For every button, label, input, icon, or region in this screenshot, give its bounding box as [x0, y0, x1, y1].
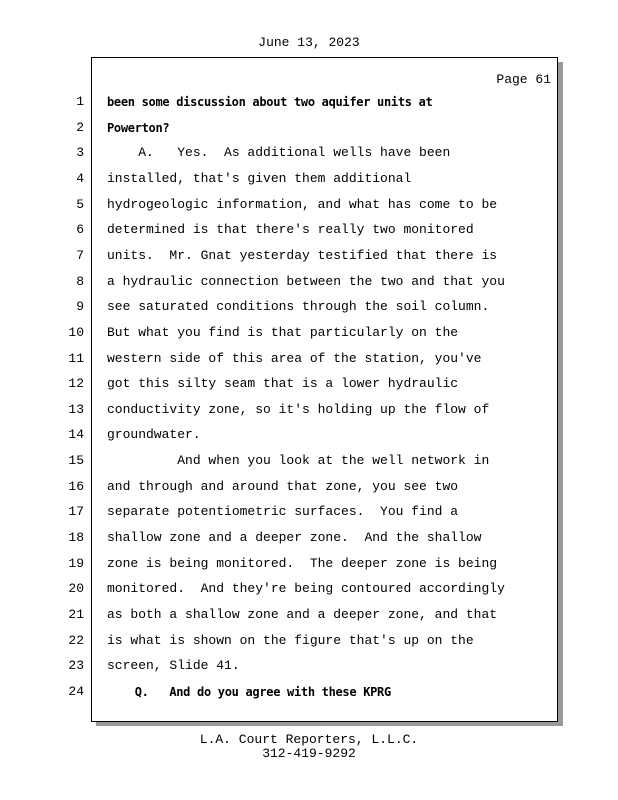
line-text: zone is being monitored. The deeper zone is being — [107, 555, 498, 571]
transcript-line — [0, 169, 618, 189]
transcript-line — [0, 605, 618, 625]
line-text: Q. And do you agree with these KPRG — [107, 684, 391, 699]
line-text: a hydraulic connection between the two and that you — [107, 273, 505, 289]
line-text: screen, Slide 41. — [107, 658, 240, 674]
transcript-line — [0, 195, 618, 215]
line-number: 6 — [76, 222, 84, 238]
line-number: 2 — [76, 119, 84, 135]
line-text: is what is shown on the figure that's up on the — [107, 632, 474, 648]
footer — [0, 733, 618, 761]
transcript-line — [0, 477, 618, 497]
transcript-line — [0, 528, 618, 548]
line-number: 18 — [68, 530, 84, 546]
line-number: 17 — [68, 504, 84, 520]
line-text: groundwater. — [107, 427, 201, 443]
line-text: And when you look at the well network in — [107, 453, 490, 469]
line-number: 8 — [76, 273, 84, 289]
line-number: 12 — [68, 376, 84, 392]
line-text: separate potentiometric surfaces. You find a — [107, 504, 459, 520]
line-number: 23 — [68, 658, 84, 674]
line-text: been some discussion about two aquifer units at — [107, 95, 433, 109]
transcript-line — [0, 631, 618, 651]
line-number: 5 — [76, 196, 84, 212]
transcript-line — [0, 682, 618, 702]
line-text: installed, that's given them additional — [107, 170, 412, 186]
line-number: 9 — [76, 299, 84, 315]
line-number: 3 — [76, 145, 84, 161]
footer-company: L.A. Court Reporters, L.L.C. — [199, 732, 419, 747]
line-number: 24 — [68, 683, 84, 699]
line-text: Powerton? — [107, 120, 170, 135]
line-text: monitored. And they're being contoured accordingly — [107, 581, 505, 597]
line-text: A. Yes. As additional wells have been — [107, 145, 451, 161]
line-text: see saturated conditions through the soil column. — [107, 299, 490, 315]
transcript-line — [0, 92, 618, 112]
page-number: Page 61 — [496, 72, 551, 87]
line-text: got this silty seam that is a lower hydraulic — [107, 376, 459, 392]
line-number: 10 — [68, 324, 84, 340]
line-text: hydrogeologic information, and what has come to be — [107, 196, 498, 212]
line-number: 19 — [68, 555, 84, 571]
line-number: 16 — [68, 478, 84, 494]
header-date: June 13, 2023 — [258, 35, 360, 50]
line-text: shallow zone and a deeper zone. And the shallow — [107, 530, 482, 546]
line-number: 13 — [68, 401, 84, 417]
line-text: and through and around that zone, you see two — [107, 478, 459, 494]
transcript-line — [0, 143, 618, 163]
line-text: as both a shallow zone and a deeper zone, and that — [107, 607, 498, 622]
line-number: 7 — [76, 247, 84, 263]
line-text: units. Mr. Gnat yesterday testified that there is — [107, 247, 498, 263]
line-number: 21 — [68, 607, 84, 622]
transcript-line — [0, 272, 618, 292]
transcript-line — [0, 400, 618, 420]
line-number: 11 — [68, 350, 84, 366]
transcript-line — [0, 118, 618, 138]
transcript-line — [0, 349, 618, 369]
transcript-line — [0, 502, 618, 522]
transcript-line — [0, 579, 618, 599]
transcript-line — [0, 656, 618, 676]
line-text: conductivity zone, so it's holding up the flow of — [107, 401, 490, 417]
line-number: 4 — [76, 170, 84, 186]
transcript-line — [0, 246, 618, 266]
line-number: 20 — [68, 581, 84, 597]
line-number: 22 — [68, 632, 84, 648]
line-number: 14 — [68, 427, 84, 443]
transcript-line — [0, 323, 618, 343]
footer-phone: 312-419-9292 — [262, 746, 356, 761]
line-text: western side of this area of the station, you've — [107, 350, 482, 366]
transcript-line — [0, 425, 618, 445]
line-number: 15 — [68, 453, 84, 469]
line-number: 1 — [76, 94, 84, 109]
line-text: But what you find is that particularly on the — [107, 324, 459, 340]
transcript-line — [0, 554, 618, 574]
transcript-line — [0, 220, 618, 240]
transcript-line — [0, 297, 618, 317]
transcript-line — [0, 451, 618, 471]
transcript-line — [0, 374, 618, 394]
line-text: determined is that there's really two monitored — [107, 222, 474, 238]
